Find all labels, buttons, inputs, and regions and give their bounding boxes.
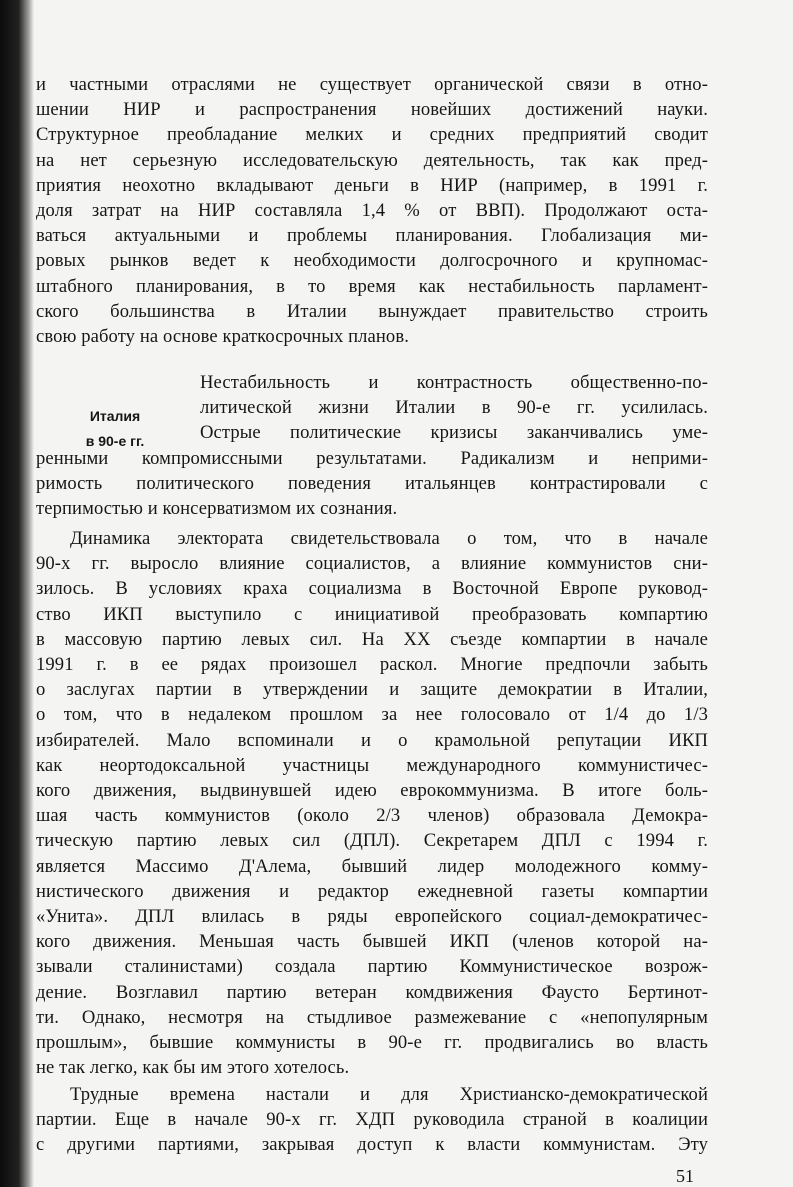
text-line: 1991 г. в ее рядах произошел раскол. Многие предпочли забыть <box>36 654 708 676</box>
text-line: шении НИР и распространения новейших достижений науки. <box>36 99 708 121</box>
text-line: шая часть коммунистов (около 2/3 членов) образовала Демокра- <box>36 805 708 827</box>
page-number: 51 <box>676 1166 694 1186</box>
text-line: нистического движения и редактор ежедневной газеты компартии <box>36 880 708 902</box>
text-line: литической жизни Италии в 90-е гг. усилилась. <box>200 397 708 419</box>
margin-heading-line-2: в 90-е гг. <box>85 433 145 449</box>
text-line: зилось. В условиях краха социализма в Восточной Европе руковод- <box>36 578 708 600</box>
text-line: кого движения, выдвинувшей идею еврокоммунизма. В итоге боль- <box>36 780 708 802</box>
text-line: Структурное преобладание мелких и средних предприятий сводит <box>36 124 708 146</box>
text-line: прошлым», бывшие коммунисты в 90-е гг. продвигались во власть <box>36 1032 708 1054</box>
text-line: 90-х гг. выросло влияние социалистов, а влияние коммунистов сни- <box>36 553 708 575</box>
text-line: тическую партию левых сил (ДПЛ). Секретарем ДПЛ с 1994 г. <box>36 830 708 852</box>
paragraph-2-rest <box>36 446 708 522</box>
text-line: ство ИКП выступило с инициативой преобразовать компартию <box>36 603 708 625</box>
text-line: избирателей. Мало вспоминали и о крамольной репутации ИКП <box>36 729 708 751</box>
text-line: Острые политические кризисы заканчивались уме- <box>200 422 708 444</box>
text-line: ти. Однако, несмотря на стыдливое размежевание с «непопулярным <box>36 1006 708 1028</box>
scan-shadow-edge <box>0 0 34 1187</box>
text-line: дение. Возглавил партию ветеран комдвижения Фаусто Бертинот- <box>36 981 708 1003</box>
paragraph-3 <box>36 526 708 1080</box>
text-line: и частными отраслями не существует органической связи в отно- <box>36 74 708 95</box>
paragraph-2-top <box>200 370 708 446</box>
text-line: не так легко, как бы им этого хотелось. <box>36 1057 350 1079</box>
text-line: как неортодоксальной участницы международного коммунистичес- <box>36 754 708 776</box>
text-line: является Массимо Д'Алема, бывший лидер молодежного комму- <box>36 855 708 877</box>
text-line: доля затрат на НИР составляла 1,4 % от ВВП). Продолжают оста- <box>36 200 708 222</box>
text-line: в массовую партию левых сил. На XX съезде компартии в начале <box>36 628 708 650</box>
text-line: кого движения. Меньшая часть бывшей ИКП (членов которой на- <box>36 931 708 953</box>
text-line: Трудные времена настали и для Христианско-демократической <box>70 1084 708 1105</box>
margin-heading-line-1: Италия <box>89 408 141 424</box>
text-line: партии. Еще в начале 90-х гг. ХДП руководила страной в коалиции <box>36 1109 708 1131</box>
text-line: о том, что в недалеком прошлом за нее голосовало от 1/4 до 1/3 <box>36 704 708 726</box>
text-line: зывали сталинистами) создала партию Коммунистическое возрож- <box>36 956 708 978</box>
text-line: штабного планирования, в то время как нестабильность парламент- <box>36 275 708 297</box>
text-line: «Унита». ДПЛ влилась в ряды европейского социал-демократичес- <box>36 906 708 928</box>
text-line: Нестабильность и контрастность общественно-по- <box>200 372 708 393</box>
text-line: на нет серьезную исследовательскую деятельность, так как пред- <box>36 149 708 171</box>
text-line: римость политического поведения итальянцев контрастировали с <box>36 473 708 495</box>
text-line: приятия неохотно вкладывают деньги в НИР (например, в 1991 г. <box>36 174 708 196</box>
text-line: ровых рынков ведет к необходимости долгосрочного и крупномас- <box>36 250 708 272</box>
text-line: ского большинства в Италии вынуждает правительство строить <box>36 300 708 322</box>
text-line: Динамика электората свидетельствовала о том, что в начале <box>70 528 708 549</box>
text-line: с другими партиями, закрывая доступ к власти коммунистам. Эту <box>36 1134 708 1156</box>
text-line: терпимостью и консерватизмом их сознания. <box>36 498 398 520</box>
text-line: о заслугах партии в утверждении и защите демократии в Италии, <box>36 679 708 701</box>
text-line: ренными компромиссными результатами. Радикализм и неприми- <box>36 448 708 469</box>
text-line: свою работу на основе краткосрочных планов. <box>36 326 409 348</box>
paragraph-1 <box>36 72 708 349</box>
text-line: ваться актуальными и проблемы планирования. Глобализация ми- <box>36 225 708 247</box>
paragraph-4 <box>36 1082 708 1158</box>
